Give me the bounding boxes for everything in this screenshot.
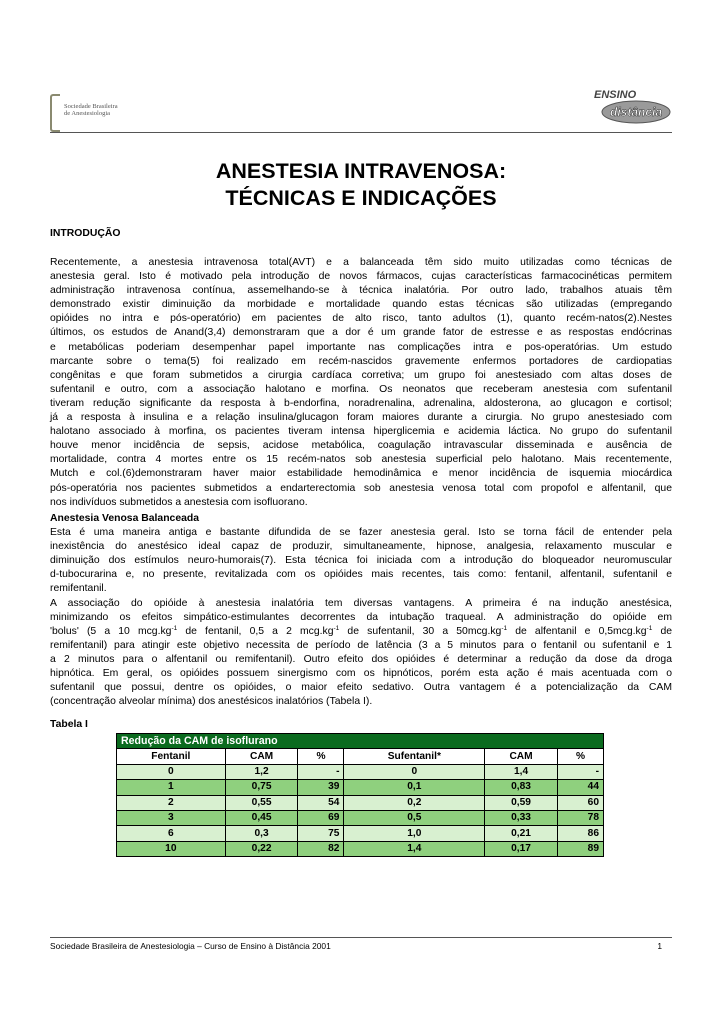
sufentanil-cell: 0,2 bbox=[344, 795, 485, 810]
cam-cell: 0,75 bbox=[225, 780, 298, 795]
table-row bbox=[117, 810, 604, 825]
intro-line: congênitas e que foram submetidos a cirurgia cardíaca corretiva; um grupo foi anestesiado com altas doses de bbox=[50, 369, 672, 381]
intro-line: administração intravenosa contínua, assemelhando-se à técnica inalatória. Por outro lado, trabalhos atuais têm bbox=[50, 285, 672, 297]
percent-cell: 86 bbox=[557, 826, 603, 841]
dose-text: de alfentanil e 0,5mcg.kg bbox=[507, 625, 647, 637]
intro-line: mortalidade, contra 4 mortes entre os 15 recém-natos sob anestesia superficial pelo halotano. Mais recentemente, bbox=[50, 454, 672, 466]
footer-divider bbox=[50, 937, 672, 938]
fentanil-cell: 2 bbox=[117, 795, 226, 810]
exponent: -1 bbox=[171, 624, 178, 632]
intro-line: Mutch e col.(6)demonstraram haver maior estabilidade hemodinâmica e menor incidência de isquemia miocárdica bbox=[50, 468, 672, 480]
intro-line: nos indivíduos submetidos a anestesia com isofluorano. bbox=[50, 496, 308, 508]
header-cam: CAM bbox=[485, 749, 558, 764]
intro-line: e metabólicas poderiam desempenhar papel importante nas complicações intra e pos-operatórias. Um estudo bbox=[50, 341, 672, 353]
sufentanil-cell: 1,4 bbox=[344, 841, 485, 856]
percent-cell: - bbox=[557, 764, 603, 779]
intro-line: halotano associado à morfina, os pacientes tiveram intensa hiperglicemia e acidemia láctica. No grupo do sufentanil bbox=[50, 426, 672, 438]
distancia-logo-word: distância bbox=[609, 105, 663, 119]
sba-logo-text bbox=[64, 103, 154, 117]
dose-text: de sufentanil, 30 a 50mcg.kg bbox=[339, 625, 502, 637]
dose-line bbox=[50, 625, 672, 639]
fentanil-cell: 10 bbox=[117, 841, 226, 856]
dose-text: de fentanil, 0,5 a 2 mcg.kg bbox=[177, 625, 334, 637]
header-cam: CAM bbox=[225, 749, 298, 764]
intro-line: últimos, os estudos de Anand(3,4) demonstraram que a dor é um grande fator de estresse e as respostas endócrinas bbox=[50, 327, 672, 339]
fentanil-cell: 0 bbox=[117, 764, 226, 779]
dose-text: 'bolus' (5 a 10 mcg.kg bbox=[50, 625, 172, 637]
cam-cell: 1,2 bbox=[225, 764, 298, 779]
section-line: diminuição dos estímulos neuro-humorais(7). Esta técnica foi iniciada com a introdução do bloqueador neuromuscular bbox=[50, 555, 672, 567]
section-line: inexistência do anestésico ideal capaz de produzir, simultaneamente, hipnose, analgesia, relaxamento muscular e bbox=[50, 541, 672, 553]
footer-text: Sociedade Brasileira de Anestesiologia – Curso de Ensino à Distância 2001 bbox=[50, 941, 331, 951]
fentanil-cell: 3 bbox=[117, 810, 226, 825]
percent-cell: 89 bbox=[557, 841, 603, 856]
sba-logo bbox=[50, 94, 160, 130]
cam-cell: 0,22 bbox=[225, 841, 298, 856]
percent-cell: 75 bbox=[298, 826, 344, 841]
section-line: Esta é uma maneira antiga e bastante difundida de se fazer anestesia geral. Isto se torna fácil de entender pela bbox=[50, 527, 672, 539]
sufentanil-cell: 0,5 bbox=[344, 810, 485, 825]
intro-line: tiveram redução significante da resposta à b-endorfina, noradrenalina, adrenalina, aldosterona, ao glucagon e cortisol; bbox=[50, 397, 672, 409]
intro-line: anestesia geral. Isto é motivado pela introdução de novos fármacos, cujas características farmacocinéticas permitem bbox=[50, 271, 672, 283]
section-line: a 2 minutos para o alfentanil ou remifentanil). Outro efeito dos opióides é determinar a redução da dose da droga bbox=[50, 653, 672, 665]
section-line: remifentanil) para atingir este objetivo necessita de período de latência (3 a 5 minutos para o fentanil ou sufentanil e 1 bbox=[50, 639, 672, 651]
cam-cell: 0,83 bbox=[485, 780, 558, 795]
cam-cell: 0,55 bbox=[225, 795, 298, 810]
cam-cell: 0,59 bbox=[485, 795, 558, 810]
cam-reduction-table bbox=[116, 733, 604, 857]
intro-line: pós-operatória nos pacientes submetidos a endarterectomia sob anestesia venosa total com propofol e alfentanil, que bbox=[50, 482, 672, 494]
intro-line: sufentanil e outro, com a associação halotano e morfina. Os neonatos que receberam anestesia com sufentanil bbox=[50, 383, 672, 395]
sufentanil-cell: 0 bbox=[344, 764, 485, 779]
percent-cell: 69 bbox=[298, 810, 344, 825]
ensino-logo-word: ENSINO bbox=[594, 89, 637, 101]
cam-cell: 0,45 bbox=[225, 810, 298, 825]
sufentanil-cell: 1,0 bbox=[344, 826, 485, 841]
section-line: sufentanil que possui, dentre os opióides, o maior efeito sedativo. Outra vantagem é a potencialização da CAM bbox=[50, 682, 672, 694]
cam-cell: 0,21 bbox=[485, 826, 558, 841]
sba-logo-line-1: Sociedade Brasileira bbox=[64, 103, 118, 110]
intro-paragraph bbox=[50, 256, 672, 510]
table-label: Tabela I bbox=[50, 719, 88, 730]
percent-cell: 78 bbox=[557, 810, 603, 825]
percent-cell: 54 bbox=[298, 795, 344, 810]
intro-line: já a resposta à insulina e a relação insulina/glucagon foram maiores durante a cirurgia. No grupo anestesiado com bbox=[50, 412, 672, 424]
cam-cell: 0,3 bbox=[225, 826, 298, 841]
table-row bbox=[117, 795, 604, 810]
sba-logo-line-2: de Anestesiologia bbox=[64, 110, 111, 117]
dose-text: de bbox=[652, 625, 673, 637]
fentanil-cell: 1 bbox=[117, 780, 226, 795]
exponent: -1 bbox=[333, 624, 340, 632]
header-fentanil: Fentanil bbox=[117, 749, 226, 764]
header-divider bbox=[50, 132, 672, 133]
section-line: (concentração alveolar mínima) dos anestésicos inalatórios (Tabela I). bbox=[50, 696, 373, 708]
sba-logo-mark bbox=[50, 94, 60, 132]
percent-cell: 60 bbox=[557, 795, 603, 810]
intro-heading: INTRODUÇÃO bbox=[50, 228, 121, 239]
title-line-2: TÉCNICAS E INDICAÇÕES bbox=[225, 186, 497, 210]
page-number: 1 bbox=[657, 941, 662, 951]
intro-line: demonstrado existir diminuição da morbidade e mortalidade quando estas técnicas são utilizadas (empregando bbox=[50, 299, 672, 311]
fentanil-cell: 6 bbox=[117, 826, 226, 841]
percent-cell: - bbox=[298, 764, 344, 779]
title-line-1: ANESTESIA INTRAVENOSA: bbox=[215, 159, 507, 183]
header-percent: % bbox=[298, 749, 344, 764]
intro-line: Recentemente, a anestesia intravenosa total(AVT) e a balanceada têm sido muito utilizadas como técnicas de bbox=[50, 257, 672, 268]
exponent: -1 bbox=[646, 624, 653, 632]
section-line: hipnótica. Em geral, os opióides possuem sinergismo com os hipnóticos, porém esta ação é mais acentuada com o bbox=[50, 668, 672, 680]
percent-cell: 44 bbox=[557, 780, 603, 795]
section-line: A associação do opióide à anestesia inalatória tem diversas vantagens. A primeira é na indução anestésica, bbox=[50, 597, 672, 609]
cam-cell: 0,33 bbox=[485, 810, 558, 825]
balanced-section bbox=[50, 512, 672, 709]
table-row bbox=[117, 764, 604, 779]
sufentanil-cell: 0,1 bbox=[344, 780, 485, 795]
document-title bbox=[50, 158, 672, 212]
section-line: remifentanil. bbox=[50, 583, 107, 595]
section-line: minimizando os efeitos simpático-estimulantes decorrentes da intubação traqueal. A administração do opióide em bbox=[50, 611, 672, 623]
intro-line: marcante sobre o tema(5) foi realizado em recém-nascidos gravemente enfermos portadores de cardiopatias bbox=[50, 355, 672, 367]
ensino-distancia-logo bbox=[592, 86, 672, 126]
table-caption: Redução da CAM de isoflurano bbox=[117, 734, 604, 749]
header-sufentanil: Sufentanil* bbox=[344, 749, 485, 764]
table-row bbox=[117, 841, 604, 856]
section-line: d-tubocurarina e, no presente, revitalizada com os opióides mais recentes, tais como: fentanil, alfentanil, sufentanil e bbox=[50, 569, 672, 581]
intro-line: houve menor incidência de sepsis, acidose metabólica, coagulação intravascular disseminada e ausência de bbox=[50, 440, 672, 452]
table-row bbox=[117, 826, 604, 841]
cam-cell: 1,4 bbox=[485, 764, 558, 779]
cam-cell: 0,17 bbox=[485, 841, 558, 856]
page-footer bbox=[50, 941, 672, 951]
header-percent: % bbox=[557, 749, 603, 764]
exponent: -1 bbox=[501, 624, 508, 632]
table-row bbox=[117, 780, 604, 795]
percent-cell: 82 bbox=[298, 841, 344, 856]
section-heading: Anestesia Venosa Balanceada bbox=[50, 513, 200, 524]
table-header-row bbox=[117, 749, 604, 764]
percent-cell: 39 bbox=[298, 780, 344, 795]
intro-line: opióides no intra e pós-operatório) em pacientes de alto risco, tanto adultos (1), quanto recém-natos(2).Nestes bbox=[50, 313, 672, 325]
page-header bbox=[50, 88, 672, 132]
table-body bbox=[117, 764, 604, 856]
